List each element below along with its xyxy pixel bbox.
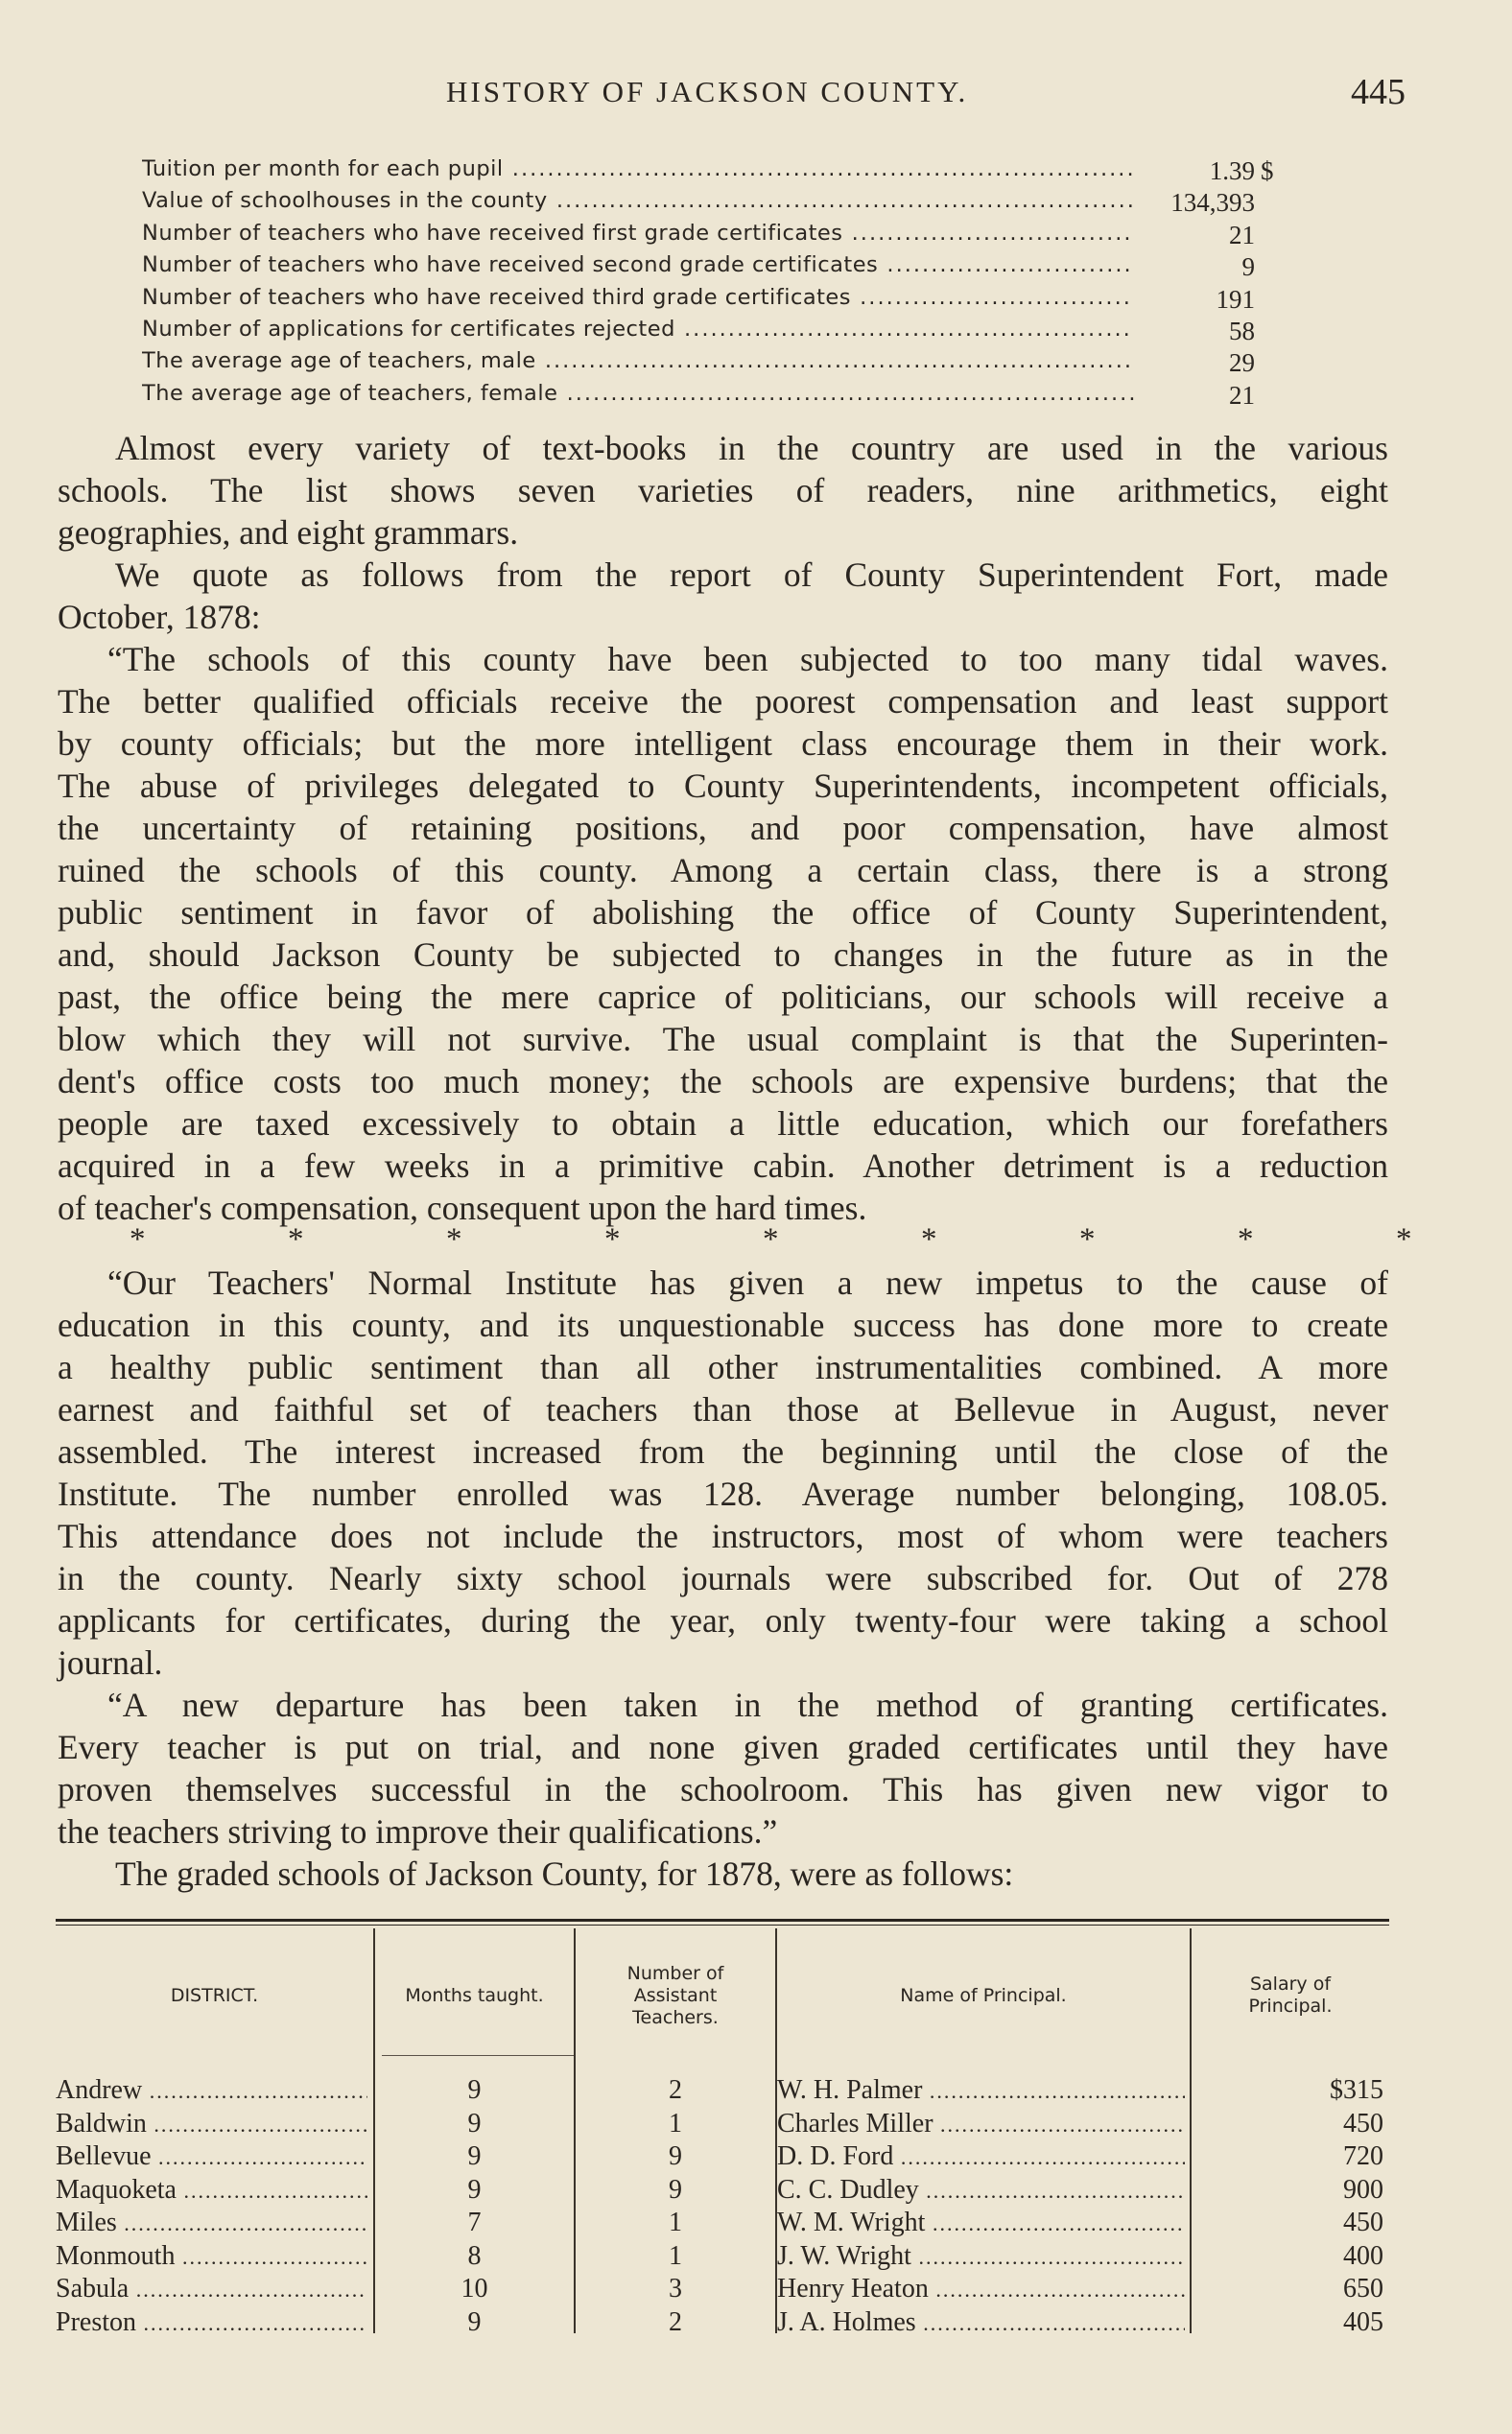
statistic-row: Number of teachers who have received second grade certificates ..... 9 (142, 252, 1293, 284)
statistic-label: Number of teachers who have received second grade certificates ..... (142, 252, 1134, 277)
header-district: DISTRICT. (170, 1984, 259, 2006)
cell-months: 9 (467, 2075, 482, 2105)
text-line: and, should Jackson County be subjected to changes in the future as in the (58, 935, 1388, 974)
statistic-label: Number of teachers who have received third grade certificates ..... (142, 285, 1134, 310)
cell-assistants: 1 (669, 2240, 682, 2271)
statistic-label: The average age of teachers, male ..... (142, 348, 1134, 373)
page-number: 445 (1351, 72, 1406, 112)
cell-principal: J. A. Holmes ..... (777, 2306, 1185, 2339)
text-line: The better qualified officials receive the poorest compensation and least support (58, 682, 1388, 721)
cell-district: Maquoketa ..... (56, 2174, 367, 2207)
table-top-rule (56, 1919, 1389, 1922)
cell-district: Sabula ..... (56, 2273, 367, 2305)
cell-salary: 400 (1343, 2240, 1383, 2271)
asterisk: * (130, 1222, 146, 1257)
cell-assistants: 2 (669, 2075, 682, 2105)
asterisk: * (604, 1222, 621, 1257)
cell-district: Andrew ..... (56, 2074, 367, 2107)
table-top-rule-thin (56, 1925, 1389, 1926)
running-header (446, 72, 1406, 123)
cell-salary: 405 (1343, 2306, 1383, 2337)
cell-principal: J. W. Wright ..... (777, 2240, 1185, 2273)
text-line: Institute. The number enrolled was 128. Average number belonging, 108.05. (58, 1475, 1388, 1513)
cell-months: 9 (467, 2141, 482, 2171)
cell-assistants: 1 (669, 2208, 682, 2237)
cell-salary: 450 (1343, 2108, 1383, 2139)
text-line: This attendance does not include the instructors, most of whom were teachers (58, 1517, 1388, 1555)
cell-months: 10 (461, 2274, 488, 2304)
cell-district: Monmouth ..... (56, 2240, 367, 2273)
text-line: We quote as follows from the report of County Superintendent Fort, made (115, 555, 1388, 594)
cell-principal: W. M. Wright ..... (777, 2207, 1185, 2239)
asterisk: * (763, 1222, 779, 1257)
body-text-upper (58, 428, 1388, 1230)
cell-district: Bellevue ..... (56, 2140, 367, 2173)
text-line: applicants for certificates, during the year, only twenty-four were taking a school (58, 1601, 1388, 1640)
text-line: October, 1878: (58, 598, 261, 636)
text-line: in the county. Nearly sixty school journals were subscribed for. Out of 278 (58, 1559, 1388, 1597)
body-text-lower (58, 1263, 1388, 1896)
asterisk: * (1396, 1222, 1412, 1257)
cell-principal: D. D. Ford ..... (777, 2140, 1185, 2173)
cell-assistants: 3 (669, 2274, 682, 2304)
asterisk: * (921, 1222, 937, 1257)
cell-principal: Henry Heaton ..... (777, 2273, 1185, 2305)
text-line: a healthy public sentiment than all other instrumentalities combined. A more (58, 1348, 1388, 1386)
header-underline (382, 2055, 574, 2056)
cell-salary: 650 (1343, 2274, 1383, 2304)
header-principal-name: Name of Principal. (900, 1984, 1067, 2006)
text-line: proven themselves successful in the schoolroom. This has given new vigor to (58, 1770, 1388, 1808)
cell-salary: $315 (1330, 2075, 1383, 2105)
statistic-label: Number of teachers who have received first grade certificates ..... (142, 221, 1134, 246)
statistic-row: The average age of teachers, female ..... 21 (142, 381, 1293, 413)
text-line: “The schools of this county have been subjected to too many tidal waves. (107, 640, 1388, 678)
cell-principal: C. C. Dudley ..... (777, 2174, 1185, 2207)
cell-assistants: 9 (669, 2174, 682, 2205)
statistic-label: The average age of teachers, female ..... (142, 381, 1134, 406)
text-line: by county officials; but the more intelligent class encourage them in their work. (58, 724, 1388, 763)
text-line: “A new departure has been taken in the method of granting certificates. (107, 1686, 1388, 1724)
statistic-row: Number of applications for certificates rejected ..... 58 (142, 317, 1293, 348)
cell-months: 9 (467, 2174, 482, 2205)
text-line: Almost every variety of text-books in the country are used in the various (115, 429, 1388, 467)
cell-salary: 900 (1343, 2174, 1383, 2205)
text-line: The graded schools of Jackson County, for 1878, were as follows: (115, 1855, 1014, 1893)
text-line: past, the office being the mere caprice of politicians, our schools will receive a (58, 978, 1388, 1016)
cell-salary: 450 (1343, 2208, 1383, 2237)
text-line: earnest and faithful set of teachers than those at Bellevue in August, never (58, 1390, 1388, 1429)
statistic-row: Value of schoolhouses in the county ..... 134,393 (142, 188, 1293, 220)
asterisk: * (446, 1222, 462, 1257)
text-line: blow which they will not survive. The usual complaint is that the Superinten- (58, 1020, 1388, 1058)
text-line: education in this county, and its unquestionable success has done more to create (58, 1306, 1388, 1344)
statistic-row: Tuition per month for each pupil ..... $ 1.39 (142, 156, 1293, 188)
cell-assistants: 2 (669, 2306, 682, 2337)
text-line: assembled. The interest increased from the beginning until the close of the (58, 1432, 1388, 1471)
running-title: HISTORY OF JACKSON COUNTY. (446, 75, 969, 108)
text-line: of teacher's compensation, consequent upon the hard times. (58, 1189, 867, 1227)
cell-assistants: 9 (669, 2141, 682, 2171)
cell-months: 8 (467, 2240, 482, 2271)
cell-months: 9 (467, 2306, 482, 2337)
text-line: schools. The list shows seven varieties of readers, nine arithmetics, eight (58, 471, 1388, 509)
cell-months: 7 (467, 2208, 482, 2237)
text-line: geographies, and eight grammars. (58, 513, 519, 552)
statistics-list (142, 156, 1293, 413)
statistic-row: Number of teachers who have received first grade certificates ..... 21 (142, 221, 1293, 252)
asterisk: * (1079, 1222, 1096, 1257)
statistic-label: Value of schoolhouses in the county ..... (142, 188, 1134, 213)
asterisk: * (288, 1222, 304, 1257)
asterisk-separator (58, 1220, 1412, 1263)
text-line: public sentiment in favor of abolishing the office of County Superintendent, (58, 893, 1388, 932)
cell-district: Miles ..... (56, 2207, 367, 2239)
graded-schools-table (56, 1919, 1389, 2343)
text-line: dent's office costs too much money; the schools are expensive burdens; that the (58, 1062, 1388, 1100)
cell-district: Preston ..... (56, 2306, 367, 2339)
text-line: acquired in a few weeks in a primitive cabin. Another detriment is a reduction (58, 1146, 1388, 1185)
cell-assistants: 1 (669, 2108, 682, 2139)
header-assistant-teachers: Number of Assistant Teachers. (626, 1962, 724, 2028)
header-months-taught: Months taught. (405, 1984, 544, 2006)
cell-district: Baldwin ..... (56, 2108, 367, 2140)
text-line: The abuse of privileges delegated to County Superintendents, incompetent officials, (58, 767, 1388, 805)
text-line: “Our Teachers' Normal Institute has given a new impetus to the cause of (107, 1264, 1388, 1302)
cell-principal: Charles Miller ..... (777, 2108, 1185, 2140)
text-line: journal. (58, 1643, 163, 1682)
statistic-row: Number of teachers who have received third grade certificates ..... 191 (142, 285, 1293, 317)
statistic-label: Number of applications for certificates rejected ..... (142, 317, 1134, 342)
statistic-row: The average age of teachers, male ..... 29 (142, 348, 1293, 380)
text-line: Every teacher is put on trial, and none given graded certificates until they have (58, 1728, 1388, 1766)
statistic-label: Tuition per month for each pupil ..... (142, 156, 1134, 181)
text-line: people are taxed excessively to obtain a little education, which our forefathers (58, 1104, 1388, 1143)
text-line: the uncertainty of retaining positions, and poor compensation, have almost (58, 809, 1388, 847)
text-line: the teachers striving to improve their qualifications.” (58, 1812, 778, 1851)
cell-salary: 720 (1343, 2141, 1383, 2171)
header-principal-salary: Salary of Principal. (1248, 1973, 1333, 2017)
asterisk: * (1238, 1222, 1254, 1257)
text-line: ruined the schools of this county. Among a certain class, there is a strong (58, 851, 1388, 889)
cell-months: 9 (467, 2108, 482, 2139)
cell-principal: W. H. Palmer ..... (777, 2074, 1185, 2107)
